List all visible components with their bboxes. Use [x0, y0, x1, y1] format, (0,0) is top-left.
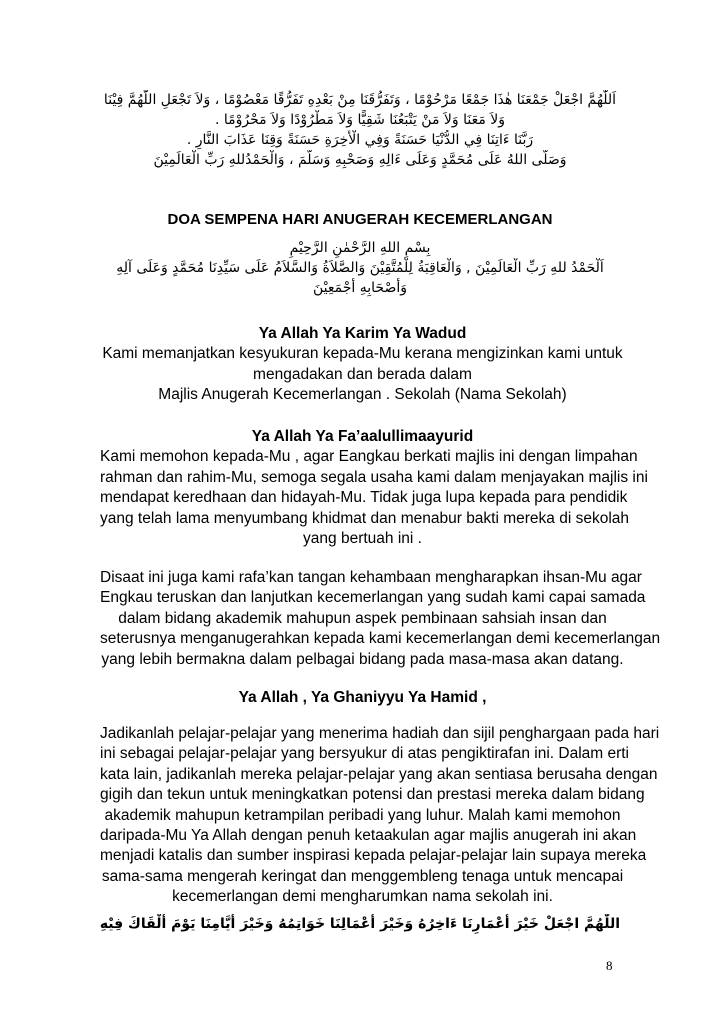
paragraph-line: kata lain, jadikanlah mereka pelajar-pelajar yang akan sentiasa berusaha dengan [100, 765, 658, 783]
paragraph-line: yang bertuah ini . [303, 530, 422, 548]
paragraph-line: yang telah lama menyumbang khidmat dan menabur bakti mereka di sekolah [100, 509, 630, 527]
paragraph-1-heading: Ya Allah Ya Karim Ya Wadud [258, 325, 467, 342]
paragraph-line: yang lebih bermakna dalam pelbagai bidang pada masa-masa akan datang. [101, 650, 624, 668]
paragraph-line: sama-sama mengerah keringat dan menggembleng tenaga untuk mencapai [101, 867, 624, 885]
paragraph-2-heading: Ya Allah Ya Fa’aalullimaayurid [251, 428, 474, 445]
hamdalah-line-2: وَأَصْحَابِهِ أَجْمَعِيْنَ [313, 280, 407, 296]
paragraph-line: dalam bidang akademik mahupun aspek pembinaan sahsiah insan dan [118, 609, 607, 627]
paragraph-line: Kami memohon kepada-Mu , agar Eangkau berkati majlis ini dengan limpahan [100, 448, 638, 466]
arabic-prayer-line-1: اَللّٰهُمَّ اجْعَلْ جَمْعَنَا هٰذَا جَمْعًا مَرْحُوْمًا ، وَتَفَرُّقَنَا مِنْ بَعْدِهِ تَفَرُّقًا مَعْصُوْمًا ، وَلاَ تَجْعَلِ اللّٰهُمَّ فِيْنَا [103, 92, 617, 108]
paragraph-line: Kami memanjatkan kesyukuran kepada-Mu kerana mengizinkan kami untuk [102, 345, 623, 363]
paragraph-line: ini sebagai pelajar-pelajar yang bersyukur di atas pengiktirafan ini. Dalam erti [100, 745, 630, 763]
paragraph-1 [100, 324, 625, 406]
bismillah: بِسْمِ اللهِ الرَّحْمٰنِ الرَّحِيْمِ [289, 240, 431, 256]
closing-arabic-prayer: اللّٰهُمَّ اجْعَلْ خَيْرَ أَعْمَارِنَا ءَاخِرُهُ وَخَيْرَ أَعْمَالِنَا خَوَاتِمُهُ وَخَيْرَ أَيَّامِنَا يَوْمَ أَلْقَاكَ فِيْهِ [100, 916, 620, 932]
arabic-prayer-line-2: وَلاَ مَعَنَا وَلاَ مَنْ يَتْبَعُنَا شَقِيًّا وَلاَ مَطْرُوْدًا وَلاَ مَحْرُوْمًا . [214, 112, 506, 128]
document-title: DOA SEMPENA HARI ANUGERAH KECEMERLANGAN [167, 211, 553, 228]
paragraph-line: daripada-Mu Ya Allah dengan penuh ketaakulan agar majlis anugerah ini akan [100, 827, 637, 845]
paragraph-line: Disaat ini juga kami rafa’kan tangan kehambaan mengharapkan ihsan-Mu agar [100, 569, 642, 586]
arabic-prayer-line-4: وَصَلَّى اللهُ عَلَى مُحَمَّدٍ وَعَلَى ءَالِهِ وَصَحْبِهِ وَسَلَّمَ ، وَالْحَمْدُللهِ رَبِّ الْعَالَمِيْنَ [153, 152, 567, 168]
hamdalah-line-1: اَلْحَمْدُ للهِ رَبِّ الْعَالَمِيْنَ , وَالْعَاقِبَةُ لِلْمُتَّقِيْنَ وَالصَّلاَةُ وَالسَّلاَمُ عَلَى سَيِّدِنَا مُحَمَّدٍ وَعَلَى آلِهِ [116, 260, 604, 276]
paragraph-4-heading: Ya Allah , Ya Ghaniyyu Ya Hamid , [238, 689, 487, 706]
paragraph-line: kecemerlangan demi mengharumkan nama sekolah ini. [172, 888, 553, 906]
paragraph-line: rahman dan rahim-Mu, semoga segala usaha kami dalam menjayakan majlis ini [100, 468, 648, 486]
paragraph-line: Engkau teruskan dan lanjutkan kecemerlangan yang sudah kami capai samada [100, 589, 646, 607]
paragraph-2 [100, 427, 648, 549]
arabic-prayer-line-3: رَبَّنَا ءَاتِنَا فِي الدُّنْيَا حَسَنَةً وَفِي الْأَخِرَةِ حَسَنَةً وَقِنَا عَذَابَ النَّارِ . [186, 132, 534, 148]
paragraph-line: Majlis Anugerah Kecemerlangan . Sekolah (Nama Sekolah) [158, 386, 567, 404]
page-number: 8 [606, 958, 613, 973]
paragraph-line: gigih dan tekun untuk meningkatkan potensi dan prestasi mereka dalam bidang [100, 786, 645, 804]
paragraph-line: menjadi katalis dan sumber inspirasi kepada pelajar-pelajar lain supaya mereka [100, 847, 647, 865]
paragraph-3 [100, 568, 661, 670]
paragraph-line: Jadikanlah pelajar-pelajar yang menerima hadiah dan sijil penghargaan pada hari [100, 725, 660, 742]
paragraph-line: seterusnya menganugerahkan kepada kami kecemerlangan demi kecemerlangan [100, 630, 661, 648]
paragraph-line: mengadakan dan berada dalam [253, 365, 472, 383]
paragraph-line: akademik mahupun ketrampilan peribadi yang luhur. Malah kami memohon [104, 806, 621, 824]
paragraph-4-heading-block [100, 688, 625, 708]
paragraph-4 [100, 724, 660, 908]
paragraph-line: mendapat keredhaan dan hidayah-Mu. Tidak juga lupa kepada para pendidik [100, 489, 628, 507]
